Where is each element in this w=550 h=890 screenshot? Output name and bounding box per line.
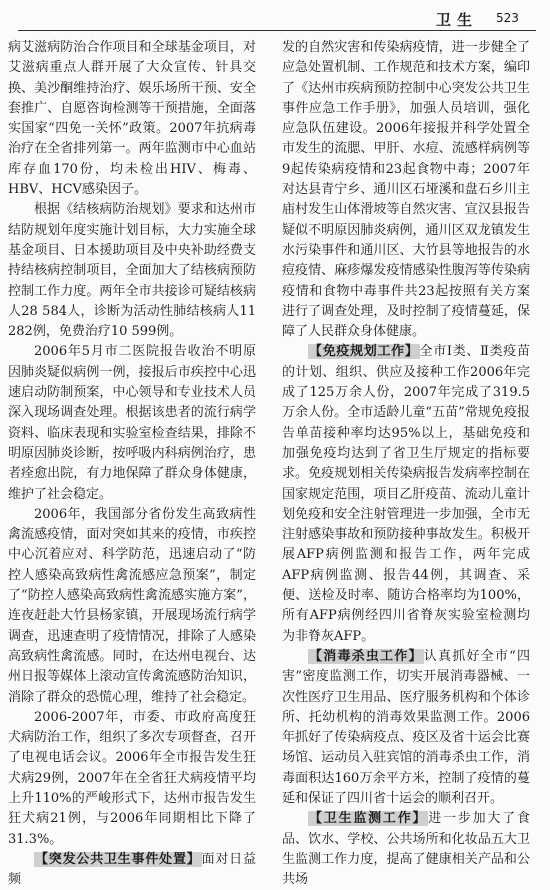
right-column bbox=[282, 38, 530, 888]
section-heading: 【免疫规划工作】 bbox=[309, 344, 419, 360]
running-title: 卫生 bbox=[436, 11, 479, 29]
paragraph bbox=[8, 200, 256, 342]
paragraph bbox=[8, 708, 256, 850]
paragraph bbox=[282, 38, 530, 342]
paragraph-text: 认真抓好全市“四害”密度监测工作，切实开展消毒器械、一次性医疗卫生用品、医疗服务机构和个体诊所、托幼机构的消毒效果监测工作。2006年抓好了传染病疫点、疫区及省十运会比赛场馆、运动员入驻宾馆的消毒杀虫工作，消毒面积达160万余平方米，控制了疫情的蔓延和保证了四川省十运会的顺利召开。 bbox=[282, 648, 530, 806]
section-heading: 【突发公共卫生事件处置】 bbox=[35, 851, 201, 867]
paragraph-text: 2006-2007年，市委、市政府高度狂犬病防治工作，组织了多次专项督查，召开了电视电话会议。2006年全市报告发生狂犬病29例，2007年在全省狂犬病疫情平均上升110%的严峻形式下，达州市报告发生狂犬病21例，与2006年同期相比下降了31.3%。 bbox=[8, 709, 256, 847]
paragraph-text: 面对日益频 bbox=[8, 851, 256, 888]
paragraph-text: 根据《结核病防治规划》要求和达州市结防规划年度实施计划目标，大力实施全球基金项目、日本援助项目及中央补助经费支持结核病控制项目，全面加大了结核病预防控制工作力度。两年全市共接诊可疑结核病人28 584人，诊断为活动性肺结核病人11 282例，免费治疗10 599例。 bbox=[8, 202, 256, 340]
section-paragraph bbox=[282, 342, 530, 646]
header-rule bbox=[18, 30, 536, 31]
paragraph bbox=[8, 342, 256, 504]
section-paragraph bbox=[282, 809, 530, 890]
paragraph-text: 病艾滋病防治合作项目和全球基金项目，对艾滋病重点人群开展了大众宣传、针具交换、美沙酮维持治疗、娱乐场所干预、安全套推广、自愿咨询检测等干预措施，全面落实国家“四免一关怀”政策。2007年抗病毒治疗在全省排列第一。两年监测市中心血站库存血170份，均未检出HIV、梅毒、HBV、HCV感染因子。 bbox=[8, 40, 256, 198]
section-paragraph bbox=[282, 647, 530, 809]
paragraph-text: 2006年，我国部分省份发生高致病性禽流感疫情，面对突如其来的疫情，市疾控中心沉着应对、科学防范，迅速启动了“防控人感染高致病性禽流感应急预案”，制定了“防控人感染高致病性禽流感实施方案”，连夜赶赴大竹县杨家镇，开展现场流行病学调查，迅速查明了疫情情况，排除了人感染高致病性禽流感。同时，在达州电视台、达州日报等媒体上滚动宣传禽流感防治知识，消除了群众的恐慌心理，维持了社会稳定。 bbox=[8, 506, 256, 705]
paragraph-text: 进一步加大了食品、饮水、学校、公共场所和化妆品五大卫生监测工作力度，提高了健康相关产品和公共场 bbox=[282, 811, 530, 888]
paragraph-text: 2006年5月市二医院报告收治不明原因肺炎疑似病例一例，接报后市疾控中心迅速启动防制预案，中心领导和专业技术人员深入现场调查处理。根据该患者的流行病学资料、临床表现和实验室检查结果，排除不明原因肺炎诊断，按呼吸内科病例治疗，患者痊愈出院，有力地保障了群众身体健康，维护了社会稳定。 bbox=[8, 344, 256, 502]
section-heading: 【卫生监测工作】 bbox=[309, 811, 428, 827]
page-header bbox=[0, 0, 550, 32]
section-heading: 【消毒杀虫工作】 bbox=[309, 648, 423, 664]
section-paragraph bbox=[8, 850, 256, 890]
paragraph bbox=[8, 38, 256, 200]
paragraph bbox=[8, 505, 256, 708]
left-column bbox=[8, 38, 256, 888]
page-number: 523 bbox=[496, 11, 519, 25]
paragraph-text: 发的自然灾害和传染病疫情，进一步健全了应急处置机制、工作规范和技术方案，编印了《达州市疾病预防控制中心突发公共卫生事件应急工作手册》，加强人员培训，强化应急队伍建设。2006年接报并科学处置全市发生的流腮、甲肝、水痘、流感样病例等9起传染病疫情和23起食物中毒；2007年对达县青宁乡、通川区石垭溪和盘石乡川主庙村发生山体滑坡等自然灾害、宣汉县报告疑似不明原因肺炎病例，通川区双龙镇发生水污染事件和通川区、大竹县等地报告的水痘疫情、麻疹爆发疫情感染性腹泻等传染病疫情和食物中毒事件共23起按照有关方案进行了调查处理，及时控制了疫情蔓延，保障了人民群众身体健康。 bbox=[282, 40, 530, 340]
paragraph-text: 全市Ⅰ类、Ⅱ类疫苗的计划、组织、供应及接种工作2006年完成了125万余人份，2007年完成了319.5万余人份。全市适龄儿童“五苗”常规免疫报告单苗接种率均达95%以上，基础免疫和加强免疫均达到了省卫生厅规定的指标要求。免疫规划相关传染病报告发病率控制在国家规定范围，项目乙肝疫苗、流动儿童计划免疫和安全注射管理进一步加强，全市无注射感染事故和预防接种事故发生。积极开展AFP病例监测和报告工作，两年完成AFP病例监测、报告44例，其调查、采便、送检及时率、随访合格率均为100%，所有AFP病例经四川省脊灰实验室检测均为非脊灰AFP。 bbox=[282, 344, 530, 644]
